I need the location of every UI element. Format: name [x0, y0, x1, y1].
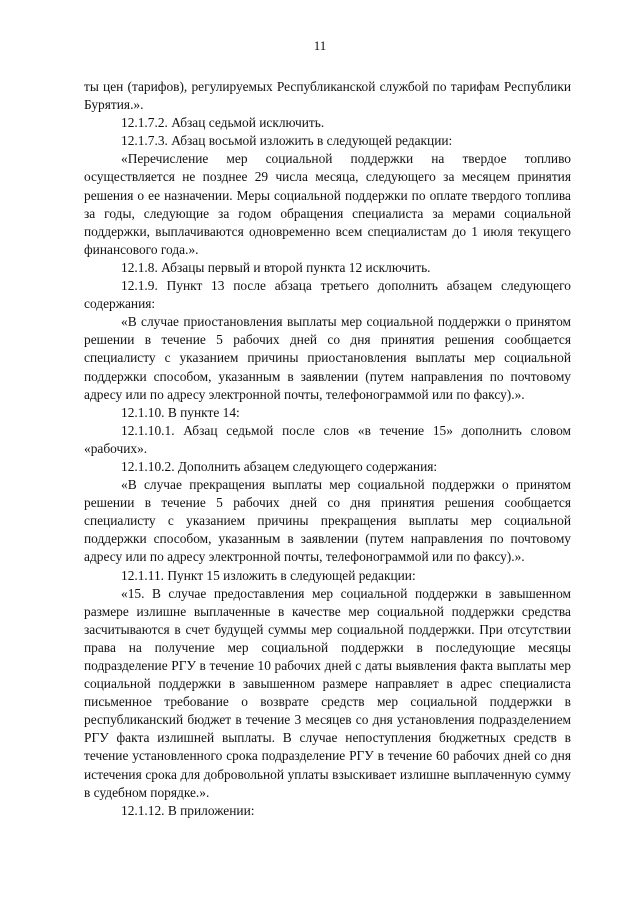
paragraph-quote: «В случае прекращения выплаты мер социальной поддержки о принятом решении в течение 5 рабочих дней со дня принятия решения сообщается специалисту с указанием причины прекращения выплаты мер социальной поддержки способом, указанным в заявлении (путем направления по почтовому адресу или по адресу электронной почты, телефонограммой или по факсу).». — [84, 477, 571, 565]
document-body — [84, 78, 571, 820]
paragraph: 12.1.9. Пункт 13 после абзаца третьего дополнить абзацем следующего содержания: — [84, 278, 571, 312]
paragraph: 12.1.10.1. Абзац седьмой после слов «в течение 15» дополнить словом «рабочих». — [84, 422, 571, 456]
paragraph: 12.1.11. Пункт 15 изложить в следующей редакции: — [121, 567, 416, 583]
paragraph: 12.1.12. В приложении: — [121, 802, 255, 818]
paragraph: 12.1.10.2. Дополнить абзацем следующего содержания: — [121, 458, 438, 474]
paragraph-quote: «15. В случае предоставления мер социальной поддержки в завышенном размере излишне выплаченные в качестве мер социальной поддержки средства засчитываются в счет будущей суммы мер социальной поддержки. При отсутствии права на получение мер социальной поддержки в последующие месяцы подразделение РГУ в течение 10 рабочих дней с даты выявления факта выплаты мер социальной поддержки в завышенном размере направляет в адрес специалиста письменное требование о возврате средств мер социальной поддержки в республиканский бюджет в течение 3 месяцев со дня установления подразделением РГУ факта излишней выплаты. В случае непоступления бюджетных средств в течение установленного срока подразделение РГУ в течение 60 рабочих дней со дня истечения срока для добровольной уплаты взыскивает излишне выплаченную сумму в судебном порядке.». — [84, 585, 571, 800]
paragraph: 12.1.8. Абзацы первый и второй пункта 12 исключить. — [121, 259, 431, 275]
paragraph: 12.1.7.3. Абзац восьмой изложить в следующей редакции: — [121, 133, 453, 149]
paragraph-quote: «Перечисление мер социальной поддержки на твердое топливо осуществляется не позднее 29 числа месяца, следующего за месяцем принятия решения о ее назначении. Меры социальной поддержки по оплате твердого топлива за годы, следующие за годом обращения специалиста за мерами социальной поддержки, выплачиваются одновременно всем специалистам до 1 июля текущего финансового года.». — [84, 151, 571, 257]
paragraph: 12.1.10. В пункте 14: — [121, 404, 240, 420]
paragraph-continuation: ты цен (тарифов), регулируемых Республиканской службой по тарифам Республики Бурятия.». — [84, 79, 571, 113]
page-number: 11 — [313, 38, 327, 53]
paragraph-quote: «В случае приостановления выплаты мер социальной поддержки о принятом решении в течение 5 рабочих дней со дня принятия решения сообщается специалисту с указанием причины приостановления выплаты мер социальной поддержки способом, указанным в заявлении (путем направления по почтовому адресу или по адресу электронной почты, телефонограммой или по факсу).». — [84, 314, 571, 402]
paragraph: 12.1.7.2. Абзац седьмой исключить. — [121, 115, 325, 131]
